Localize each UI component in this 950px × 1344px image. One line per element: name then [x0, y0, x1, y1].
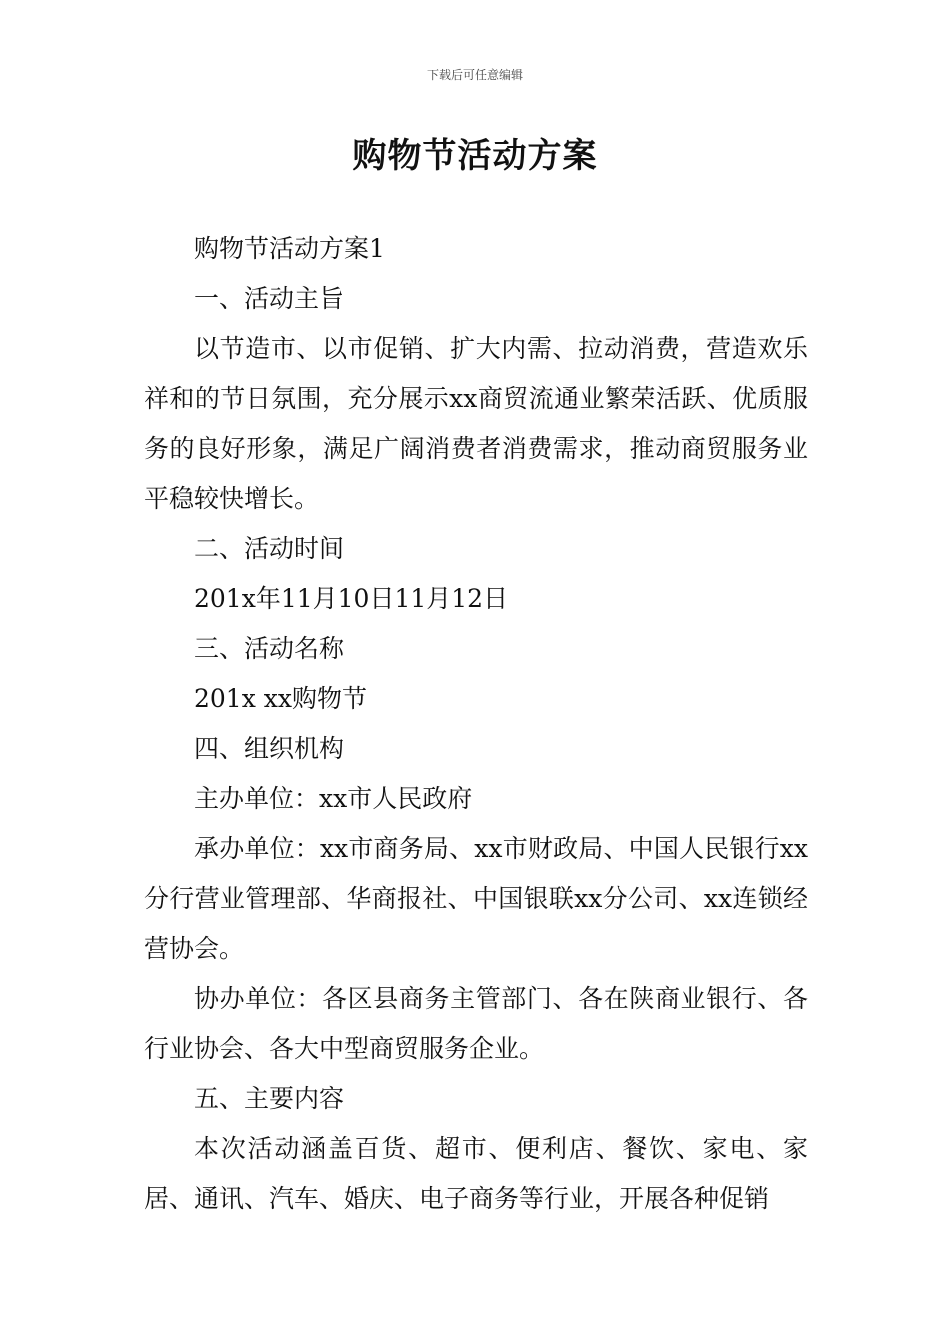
body-paragraph: 201x年11月10日11月12日	[194, 584, 509, 613]
body-paragraph: 承办单位：xx市商务局、xx市财政局、中国人民银行xx分行营业管理部、华商报社、中国银联xx分公司、xx连锁经营协会。	[144, 834, 808, 963]
section-heading: 二、活动时间	[194, 534, 345, 563]
body-paragraph: 本次活动涵盖百货、超市、便利店、餐饮、家电、家居、通讯、汽车、婚庆、电子商务等行业，开展各种促销	[144, 1134, 808, 1213]
body-paragraph: 协办单位：各区县商务主管部门、各在陕商业银行、各行业协会、各大中型商贸服务企业。	[144, 984, 808, 1063]
document-body	[144, 224, 808, 1224]
body-paragraph: 201x xx购物节	[194, 684, 367, 713]
section-heading: 三、活动名称	[194, 634, 345, 663]
header-note: 下载后可任意编辑	[426, 68, 523, 82]
section-heading: 四、组织机构	[194, 734, 345, 763]
section-heading: 一、活动主旨	[194, 284, 345, 313]
document-title: 购物节活动方案	[352, 136, 598, 176]
section-heading: 五、主要内容	[194, 1084, 345, 1113]
body-paragraph: 主办单位：xx市人民政府	[194, 784, 473, 813]
section-heading: 购物节活动方案1	[194, 234, 385, 263]
body-paragraph: 以节造市、以市促销、扩大内需、拉动消费，营造欢乐祥和的节日氛围，充分展示xx商贸流通业繁荣活跃、优质服务的良好形象，满足广阔消费者消费需求，推动商贸服务业平稳较快增长。	[144, 334, 808, 513]
